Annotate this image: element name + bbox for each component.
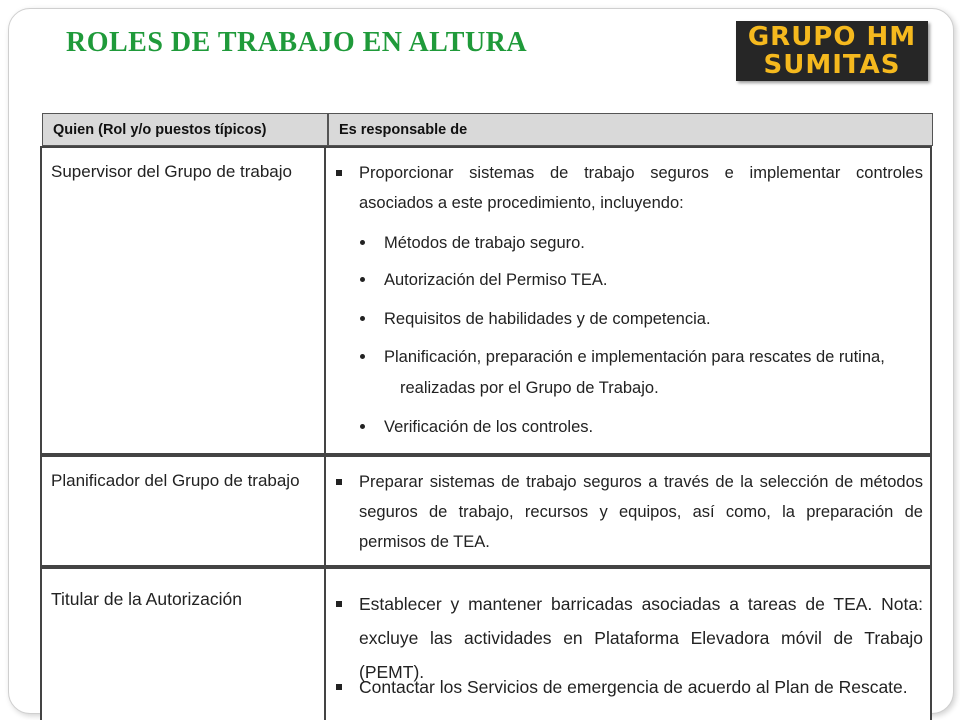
role-cell xyxy=(42,569,326,720)
table-header xyxy=(42,113,933,146)
responsibility-text-2: Contactar los Servicios de emergencia de acuerdo al Plan de Rescate. xyxy=(359,677,908,697)
header-cell-role xyxy=(43,114,329,145)
responsibility-text: Proporcionar sistemas de trabajo seguros e implementar controles asociados a este procedimiento, incluyendo: xyxy=(359,164,923,212)
roles-table xyxy=(40,113,933,720)
sub-item-continuation: realizadas por el Grupo de Trabajo. xyxy=(400,379,659,397)
logo-line-2: SUMITAS xyxy=(763,50,901,80)
table-row xyxy=(40,455,932,567)
sub-item: Planificación, preparación e implementación para rescates de rutina, xyxy=(384,348,885,366)
logo-line-1: GRUPO HM xyxy=(747,22,917,52)
square-bullet-icon xyxy=(336,170,342,176)
round-bullet-icon xyxy=(360,277,365,282)
sub-item: Verificación de los controles. xyxy=(384,418,594,436)
role-label: Planificador del Grupo de trabajo xyxy=(51,471,300,490)
role-label: Supervisor del Grupo de trabajo xyxy=(51,162,292,181)
slide-title: ROLES DE TRABAJO EN ALTURA xyxy=(66,27,528,58)
header-cell-responsibility xyxy=(331,114,931,145)
responsibility-cell xyxy=(328,148,930,453)
header-responsibility-label: Es responsable de xyxy=(339,122,468,138)
round-bullet-icon xyxy=(360,354,365,359)
header-role-label: Quien (Rol y/o puestos típicos) xyxy=(53,122,267,138)
responsibility-cell xyxy=(328,569,930,720)
round-bullet-icon xyxy=(360,240,365,245)
table-row xyxy=(40,146,932,455)
sub-item: Requisitos de habilidades y de competencia. xyxy=(384,310,711,328)
role-cell xyxy=(42,148,326,453)
role-cell xyxy=(42,457,326,565)
square-bullet-icon xyxy=(336,479,342,485)
square-bullet-icon xyxy=(336,684,342,690)
responsibility-text: Preparar sistemas de trabajo seguros a través de la selección de métodos seguros de trabajo, recursos y equipos, así como, la preparación de permisos de TEA. xyxy=(359,473,923,551)
responsibility-text: Establecer y mantener barricadas asociadas a tareas de TEA. Nota: excluye las actividades en Plataforma Elevadora móvil de Trabajo (PEMT). xyxy=(359,594,923,682)
sub-item: Autorización del Permiso TEA. xyxy=(384,271,608,289)
company-logo xyxy=(736,21,928,81)
table-row xyxy=(40,567,932,720)
round-bullet-icon xyxy=(360,316,365,321)
role-label: Titular de la Autorización xyxy=(51,589,242,609)
responsibility-cell xyxy=(328,457,930,565)
square-bullet-icon xyxy=(336,601,342,607)
round-bullet-icon xyxy=(360,424,365,429)
sub-item: Métodos de trabajo seguro. xyxy=(384,234,585,252)
